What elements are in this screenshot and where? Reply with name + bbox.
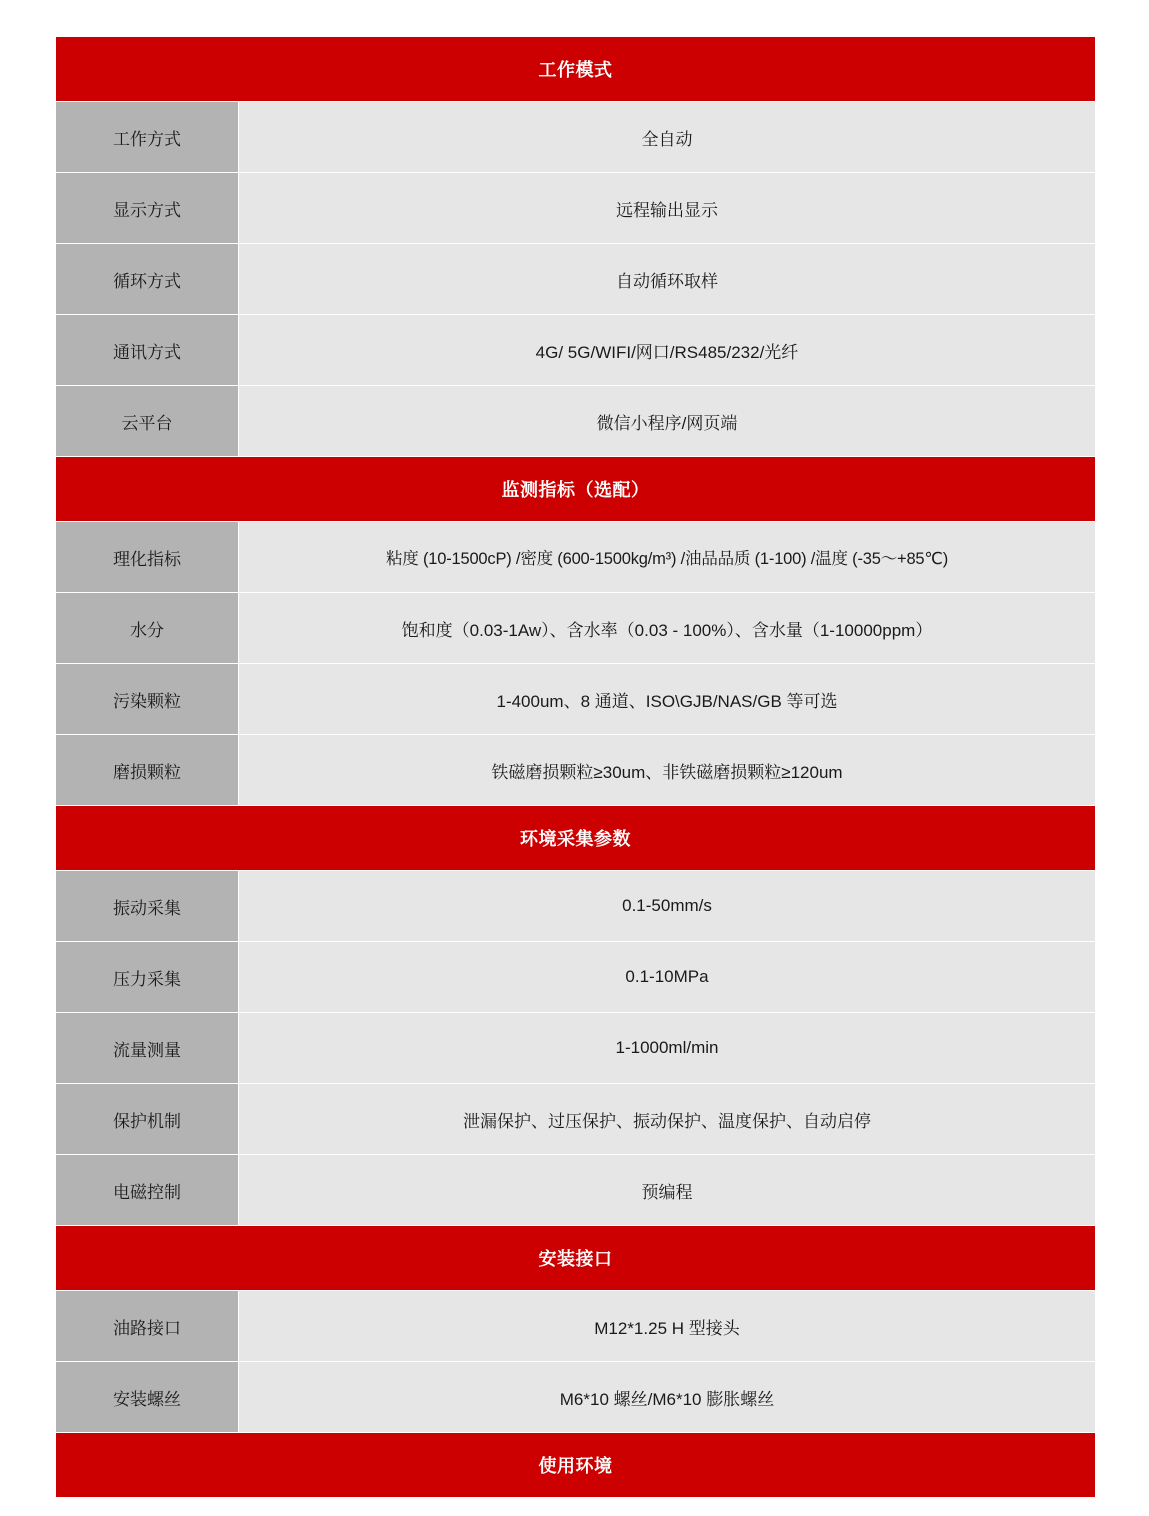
row-label: 工作方式	[56, 102, 239, 173]
row-value: 0.1-10MPa	[239, 942, 1096, 1013]
table-row	[56, 1291, 1096, 1362]
row-value: 铁磁磨损颗粒≥30um、非铁磁磨损颗粒≥120um	[239, 735, 1096, 806]
table-row	[56, 1362, 1096, 1433]
section-title: 监测指标（选配）	[56, 457, 1096, 522]
table-row	[56, 593, 1096, 664]
row-value: 4G/ 5G/WIFI/网口/RS485/232/光纤	[239, 315, 1096, 386]
row-value: 1-1000ml/min	[239, 1013, 1096, 1084]
table-row	[56, 942, 1096, 1013]
table-row	[56, 664, 1096, 735]
table-row	[56, 871, 1096, 942]
table-row	[56, 1013, 1096, 1084]
row-label: 显示方式	[56, 173, 239, 244]
table-row	[56, 386, 1096, 457]
row-value: 预编程	[239, 1155, 1096, 1226]
row-label: 保护机制	[56, 1084, 239, 1155]
row-label: 振动采集	[56, 871, 239, 942]
section-header-row	[56, 1226, 1096, 1291]
section-header-row	[56, 806, 1096, 871]
row-label: 循环方式	[56, 244, 239, 315]
row-label: 磨损颗粒	[56, 735, 239, 806]
row-label: 云平台	[56, 386, 239, 457]
table-row	[56, 1155, 1096, 1226]
table-row	[56, 173, 1096, 244]
specification-table	[55, 36, 1096, 1498]
row-label: 安装螺丝	[56, 1362, 239, 1433]
section-title: 使用环境	[56, 1433, 1096, 1498]
row-label: 压力采集	[56, 942, 239, 1013]
section-title: 安装接口	[56, 1226, 1096, 1291]
row-label: 通讯方式	[56, 315, 239, 386]
row-value: 0.1-50mm/s	[239, 871, 1096, 942]
table-row	[56, 522, 1096, 593]
section-title: 工作模式	[56, 37, 1096, 102]
table-row	[56, 735, 1096, 806]
row-value: M12*1.25 H 型接头	[239, 1291, 1096, 1362]
row-value: 全自动	[239, 102, 1096, 173]
table-row	[56, 244, 1096, 315]
row-label: 理化指标	[56, 522, 239, 593]
table-row	[56, 1084, 1096, 1155]
row-value: 远程输出显示	[239, 173, 1096, 244]
row-label: 流量测量	[56, 1013, 239, 1084]
section-header-row	[56, 457, 1096, 522]
row-label: 污染颗粒	[56, 664, 239, 735]
section-title: 环境采集参数	[56, 806, 1096, 871]
row-label: 水分	[56, 593, 239, 664]
section-header-row	[56, 37, 1096, 102]
row-label: 油路接口	[56, 1291, 239, 1362]
row-value: 泄漏保护、过压保护、振动保护、温度保护、自动启停	[239, 1084, 1096, 1155]
table-row	[56, 315, 1096, 386]
row-value: 粘度 (10-1500cP) /密度 (600-1500kg/m³) /油品品质 (1-100) /温度 (-35～+85℃)	[239, 522, 1096, 593]
section-header-row	[56, 1433, 1096, 1498]
row-value: 1-400um、8 通道、ISO\GJB/NAS/GB 等可选	[239, 664, 1096, 735]
table-row	[56, 102, 1096, 173]
spec-table-body	[56, 37, 1096, 1498]
row-value: 微信小程序/网页端	[239, 386, 1096, 457]
row-value: 自动循环取样	[239, 244, 1096, 315]
row-label: 电磁控制	[56, 1155, 239, 1226]
row-value: 饱和度（0.03-1Aw）、含水率（0.03 - 100%）、含水量（1-10000ppm）	[239, 593, 1096, 664]
row-value: M6*10 螺丝/M6*10 膨胀螺丝	[239, 1362, 1096, 1433]
